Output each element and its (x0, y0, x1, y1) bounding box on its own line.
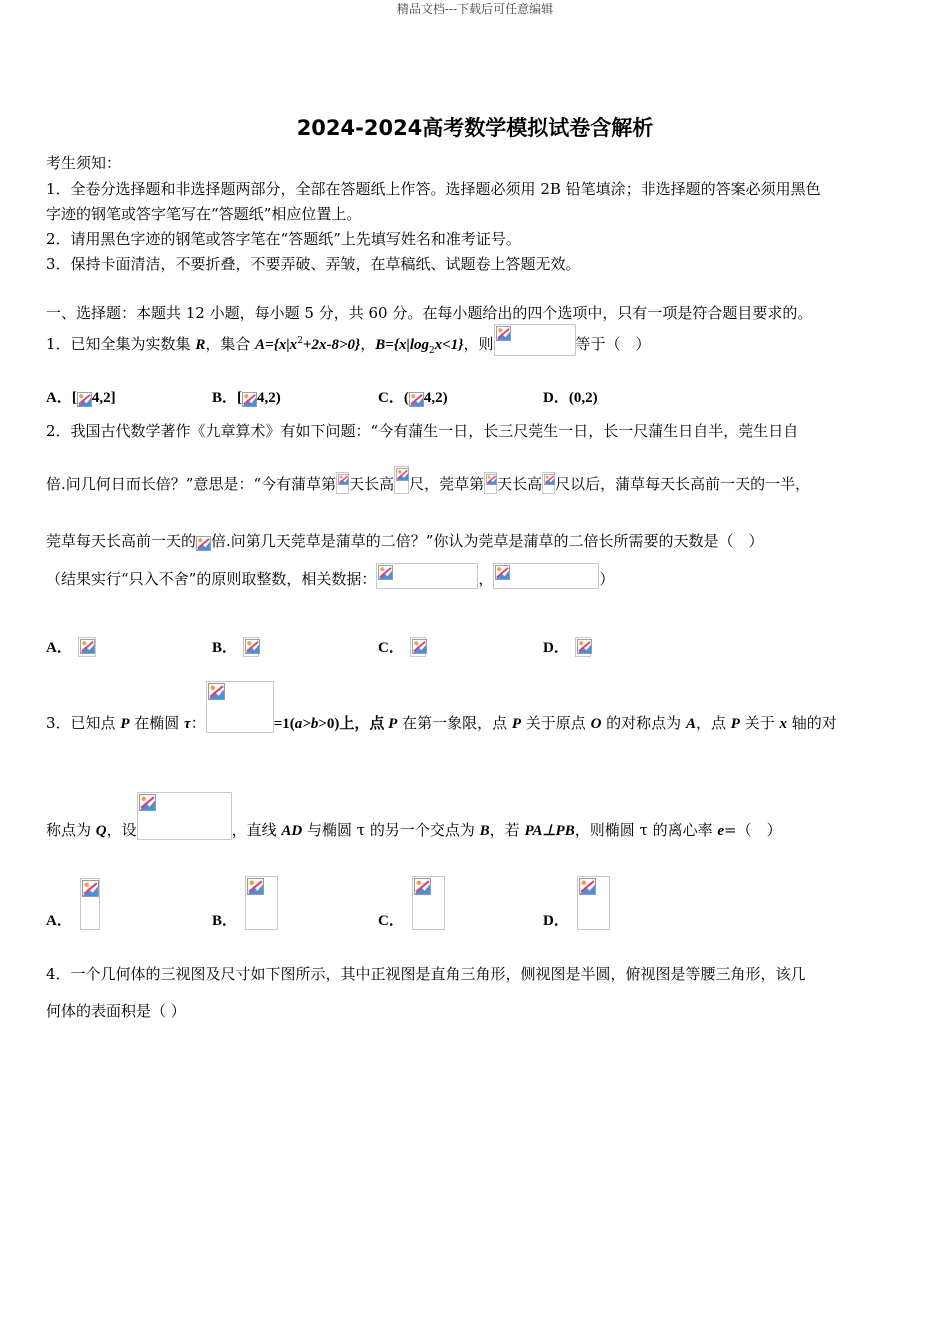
question-4-line: 4．一个几何体的三视图及尺寸如下图所示，其中正视图是直角三角形，侧视图是半圆，俯视图是等腰三角形，该几 (46, 965, 806, 983)
formula-image (577, 876, 610, 930)
broken-image-icon (245, 639, 260, 654)
option-a: A．[ 4,2] (46, 390, 116, 406)
option-c: C． (378, 876, 445, 930)
broken-image-icon (82, 880, 99, 897)
notice-item: 3．保持卡面清洁，不要折叠，不要弄破、弄皱，在草稿纸、试题卷上答题无效。 (46, 255, 581, 273)
option-d: D． (543, 876, 610, 930)
broken-image-icon (80, 639, 95, 654)
formula-image (484, 472, 497, 494)
option-c: C． (378, 622, 426, 657)
broken-image-icon (247, 878, 264, 895)
question-3-line: 称点为 Q，设 ，直线 AD 与椭圆 τ 的另一个交点为 B，若 PA⊥PB，则椭圆 τ 的离心率 e=（ ） (46, 792, 782, 840)
formula-image (575, 637, 591, 657)
question-2-line: （结果实行“只入不舍”的原则取整数，相关数据： ， ） (46, 563, 614, 589)
broken-image-icon (409, 392, 424, 407)
question-2-line: 2．我国古代数学著作《九章算术》有如下问题：“今有蒲生一日，长三尺莞生一日，长一尺蒲生日自半，莞生日自 (46, 422, 799, 440)
notice-item: 1．全卷分选择题和非选择题两部分，全部在答题纸上作答。选择题必须用 2B 铅笔填涂；非选择题的答案必须用黑色 (46, 180, 821, 198)
formula-image (336, 472, 349, 494)
question-2-line: 莞草每天长高前一天的 倍.问第几天莞草是蒲草的二倍？”你认为莞草是蒲草的二倍长所需要的天数是（ ） (46, 532, 764, 550)
broken-image-icon (139, 794, 156, 811)
broken-image-icon (208, 683, 225, 700)
broken-image-icon (577, 639, 592, 654)
formula-image (376, 563, 478, 589)
formula-image (394, 466, 409, 494)
broken-image-icon (496, 326, 511, 341)
page-title: 2024-2024高考数学模拟试卷含解析 (296, 116, 654, 140)
question-2-line: 倍.问几何日而长倍？”意思是：“今有蒲草第 天长高 尺，莞草第 天长高 尺以后，蒲草每天长高前一天的一半， (46, 466, 810, 494)
broken-image-icon (486, 474, 497, 485)
formula-image (78, 637, 96, 657)
option-d: D．(0,2) (543, 390, 598, 406)
option-d: D． (543, 622, 591, 657)
broken-image-icon (412, 639, 427, 654)
notice-item: 字迹的钢笔或答字笔写在“答题纸”相应位置上。 (46, 205, 362, 223)
formula-image (542, 472, 555, 494)
question-1: 1．已知全集为实数集 R，集合 $A=\{x|x^2+2x-8>0\}$，$B=\{x|\log_2x<1\}$，则 等于（ ） (46, 324, 651, 356)
formula-image (137, 792, 232, 840)
option-a: A． (46, 878, 100, 930)
broken-image-icon (414, 878, 431, 895)
broken-image-icon (378, 565, 393, 580)
broken-image-icon (544, 474, 555, 485)
broken-image-icon (338, 474, 349, 485)
page-header: 精品文档---下载后可任意编辑 (396, 2, 554, 16)
formula-image (243, 637, 259, 657)
formula-image (245, 876, 278, 930)
formula-image (206, 681, 274, 733)
broken-image-icon (77, 392, 92, 407)
formula-image (494, 324, 576, 356)
notice-item: 2．请用黑色字迹的钢笔或答字笔在“答题纸”上先填写姓名和准考证号。 (46, 230, 521, 248)
notice-heading: 考生须知： (46, 154, 122, 172)
broken-image-icon (242, 392, 257, 407)
question-4-line: 何体的表面积是（ ） (46, 1002, 186, 1020)
formula-image (410, 637, 426, 657)
broken-image-icon (495, 565, 510, 580)
broken-image-icon (579, 878, 596, 895)
option-b: B． (212, 622, 259, 657)
broken-image-icon (196, 536, 211, 551)
option-b: B． (212, 876, 278, 930)
question-3-line: 3．已知点 P 在椭圆 τ： =1(a>b>0)上，点 P 在第一象限，点 P 关于原点 O 的对称点为 A，点 P 关于 x 轴的对 (46, 681, 837, 733)
option-c: C．( 4,2) (378, 390, 448, 406)
broken-image-icon (396, 468, 409, 481)
formula-image (80, 878, 100, 930)
option-a: A． (46, 622, 96, 657)
section-heading: 一、选择题：本题共 12 小题，每小题 5 分，共 60 分。在每小题给出的四个选项中，只有一项是符合题目要求的。 (46, 304, 813, 322)
formula-image (493, 563, 599, 589)
option-b: B．[ 4,2) (212, 390, 281, 406)
formula-image (412, 876, 445, 930)
